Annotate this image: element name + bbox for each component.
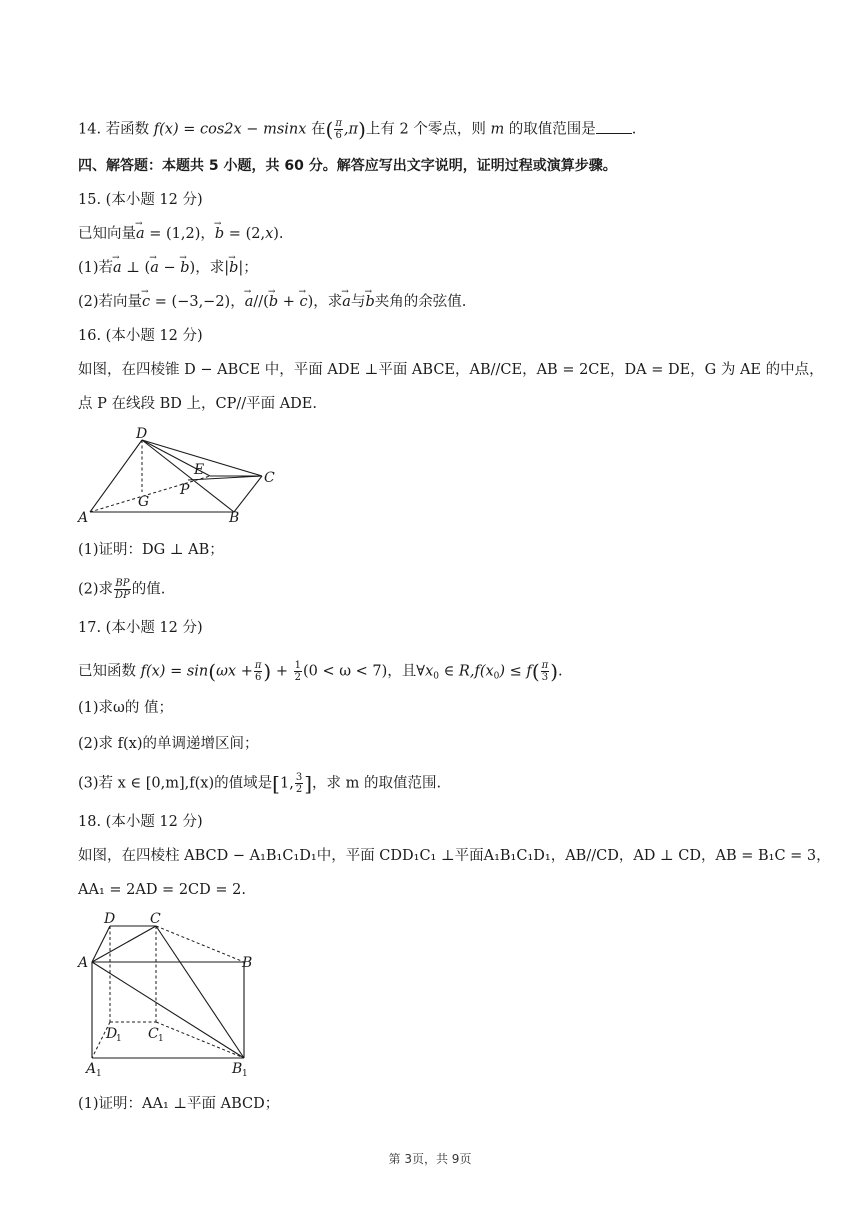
label-B: B [229,510,240,526]
q16-line-1: 如图，在四棱锥 D − ABCE 中，平面 ADE ⊥平面 ABCE，AB//CE，AB = 2CE，DA = DE，G 为 AE 的中点， [78,362,824,378]
label-B: B [242,955,253,971]
q18-prism-figure [76,906,266,1078]
q16-part-1: (1)证明：DG ⊥ AB； [78,542,224,558]
q17-part-3: (3)若 x ∈ [0,m],f(x)的值域是[1, $\frac{3}{2}$ ]，求 m 的取值范围. [78,771,442,796]
label-G: G [138,494,150,510]
label-D: D [104,911,116,927]
label-A: A [78,510,89,526]
section-4-title: 四、解答题：本题共 5 小题，共 60 分。解答应写出文字说明，证明过程或演算步骤。 [78,158,617,174]
q17-given: 已知函数 f(x) = sin(ωx + $\frac{\pi}{6}$ ) + $\frac{1}{2}$ (0 < ω < 7)，且$\forall x_0$ ∈ $R,f(x_0) \le f$( $\frac{\pi}{3}$ ). [78,659,563,684]
q16-pyramid-figure [76,424,286,528]
q18-line-1: 如图，在四棱柱 ABCD − A₁B₁C₁D₁中，平面 CDD₁C₁ ⊥平面A₁B₁C₁D₁，AB//CD，AD ⊥ CD，AB = B₁C = 3， [78,848,831,864]
question-18-header: 18. (本小题 12 分) [78,814,203,830]
svg-text:1: 1 [242,1069,248,1078]
q16-part-2: (2)求 $\frac{BP}{DP}$ 的值. [78,578,166,601]
svg-text:1: 1 [116,1034,122,1044]
label-C: C [264,470,275,486]
svg-text:1: 1 [158,1034,164,1044]
q18-part-1: (1)证明：AA₁ ⊥平面 ABCD； [78,1096,280,1112]
label-E: E [194,462,205,478]
svg-text:1: 1 [96,1069,102,1078]
q16-line-2: 点 P 在线段 BD 上，CP//平面 ADE. [78,396,317,412]
question-14: 14. 若函数 f(x) = cos2x − msinx 在( $\frac{\pi}{6}$ ,π)上有 2 个零点，则 m 的取值范围是 . [78,117,637,142]
q15-part-2: (2)若向量→ c = (−3,−2)，→ a//(→ b + → c)，求→ a与→ b夹角的余弦值. [78,292,466,312]
q18-line-2: AA₁ = 2AD = 2CD = 2. [78,882,246,898]
answer-blank [596,119,632,134]
label-P: P [180,482,190,498]
label-C1: C [148,1026,159,1042]
label-A1: A [86,1061,97,1077]
label-A: A [78,955,89,971]
q15-given: 已知向量→ a = (1,2)，→ b = (2,x). [78,224,284,244]
question-15-header: 15. (本小题 12 分) [78,192,203,208]
q17-part-2: (2)求 f(x)的单调递增区间； [78,736,259,752]
label-C: C [150,911,161,927]
question-16-header: 16. (本小题 12 分) [78,328,203,344]
q15-part-1: (1)若→ a ⊥ (→ a − → b)，求|→ b|； [78,258,258,278]
q17-part-1: (1)求ω的 值； [78,700,173,716]
label-D: D [136,426,148,442]
q14-fraction: $\frac{\pi}{6}$ [335,118,342,141]
page-footer: 第 3页，共 9页 [388,1152,472,1166]
label-D1: D [106,1026,118,1042]
question-17-header: 17. (本小题 12 分) [78,620,203,636]
label-B1: B [232,1061,243,1077]
q14-function: f(x) = cos2x − msinx [153,121,307,138]
